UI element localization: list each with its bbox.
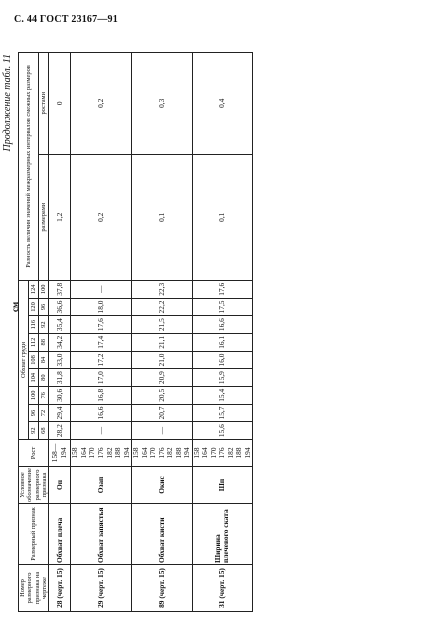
value-cell: 31,8 [49, 369, 71, 387]
value-cell: 21,5 [132, 316, 193, 334]
header-chest: Обхват груди [19, 280, 29, 439]
value-cell: — [132, 422, 193, 440]
value-cell: 16,8 [71, 386, 132, 404]
value-cell: 20,7 [132, 404, 193, 422]
chest-value: 112 [29, 333, 39, 351]
value-cell: 15,7 [192, 404, 253, 422]
diff-heights: 0 [49, 53, 71, 155]
value-cell: 34,2 [49, 333, 71, 351]
row-name: Обхват плеча [49, 504, 71, 565]
unit-label: см [10, 301, 20, 312]
value-cell: 17,6 [192, 280, 253, 298]
value-cell: 21,0 [132, 351, 193, 369]
chest-value: 96 [29, 404, 39, 422]
value-cell: 16,0 [192, 351, 253, 369]
waist-value: 100 [39, 280, 49, 298]
value-cell: 17,5 [192, 298, 253, 316]
diff-heights: 0,4 [192, 53, 253, 155]
continuation-label: Продолжение табл. 11 [2, 54, 13, 152]
waist-value: 84 [39, 351, 49, 369]
header-num: Номер размерного признака на чертеже [19, 565, 49, 612]
rotated-table-block [2, 52, 418, 612]
waist-value: 80 [39, 369, 49, 387]
value-cell: 35,4 [49, 316, 71, 334]
value-cell: 18,0 [71, 298, 132, 316]
value-cell: 37,8 [49, 280, 71, 298]
chest-value: 108 [29, 351, 39, 369]
chest-value: 116 [29, 316, 39, 334]
table-row [71, 53, 132, 612]
value-cell: 36,6 [49, 298, 71, 316]
value-cell: 15,6 [192, 422, 253, 440]
diff-sizes: 0,2 [71, 154, 132, 280]
row-symbol: Шп [192, 467, 253, 504]
row-number: 28 (черт. 15) [49, 565, 71, 612]
header-diff: Разность величин значений межразмерных интервалов смежных размеров [19, 53, 39, 281]
value-cell: 22,3 [132, 280, 193, 298]
diff-sizes: 1,2 [49, 154, 71, 280]
size-table [18, 52, 253, 612]
value-cell: — [71, 422, 132, 440]
row-heights: 158 164 170 176 182 188 194 [192, 440, 253, 467]
header-name: Размерный признак [19, 504, 49, 565]
diff-heights: 0,3 [132, 53, 193, 155]
row-name: Обхват запястья [71, 504, 132, 565]
chest-value: 104 [29, 369, 39, 387]
value-cell: 17,4 [71, 333, 132, 351]
value-cell: 17,0 [71, 369, 132, 387]
value-cell: 16,6 [192, 316, 253, 334]
diff-sizes: 0,1 [132, 154, 193, 280]
table-row [192, 53, 253, 612]
diff-sizes: 0,1 [192, 154, 253, 280]
row-number: 31 (черт. 15) [192, 565, 253, 612]
header-symbol: Условное обозначение размерного признака [19, 468, 49, 502]
chest-value: 100 [29, 386, 39, 404]
chest-value: 120 [29, 298, 39, 316]
value-cell: 33,0 [49, 351, 71, 369]
value-cell: 29,4 [49, 404, 71, 422]
row-symbol: Окис [132, 467, 193, 504]
value-cell: 28,2 [49, 422, 71, 440]
waist-value: 72 [39, 404, 49, 422]
chest-value: 92 [29, 422, 39, 440]
value-cell: 30,6 [49, 386, 71, 404]
waist-value: 68 [39, 422, 49, 440]
value-cell: 21,1 [132, 333, 193, 351]
row-heights: 158 164 170 176 182 188 194 [71, 440, 132, 467]
row-name: Ширина плечевого ската [192, 504, 253, 565]
header-diff-sizes: размерами [39, 154, 49, 280]
value-cell: 16,6 [71, 404, 132, 422]
row-number: 89 (черт. 15) [132, 565, 193, 612]
value-cell: — [71, 280, 132, 298]
value-cell: 15,9 [192, 369, 253, 387]
row-number: 29 (черт. 15) [71, 565, 132, 612]
header-diff-heights: ростами [39, 53, 49, 155]
value-cell: 16,1 [192, 333, 253, 351]
table-row [49, 53, 71, 612]
value-cell: 22,2 [132, 298, 193, 316]
table-row [132, 53, 193, 612]
value-cell: 20,5 [132, 386, 193, 404]
value-cell: 17,6 [71, 316, 132, 334]
waist-value: 96 [39, 298, 49, 316]
page-header: С. 44 ГОСТ 23167—91 [14, 14, 118, 25]
row-name: Обхват кисти [132, 504, 193, 565]
value-cell: 15,4 [192, 386, 253, 404]
chest-value: 124 [29, 280, 39, 298]
diff-heights: 0,2 [71, 53, 132, 155]
waist-value: 92 [39, 316, 49, 334]
value-cell: 20,9 [132, 369, 193, 387]
table-body [49, 53, 253, 612]
row-heights: 158 164 170 176 182 188 194 [132, 440, 193, 467]
row-symbol: Оп [49, 467, 71, 504]
waist-value: 88 [39, 333, 49, 351]
row-symbol: Озап [71, 467, 132, 504]
waist-value: 76 [39, 386, 49, 404]
value-cell: 17,2 [71, 351, 132, 369]
header-height: Рост [19, 440, 49, 467]
row-heights: 158—194 [49, 440, 71, 467]
